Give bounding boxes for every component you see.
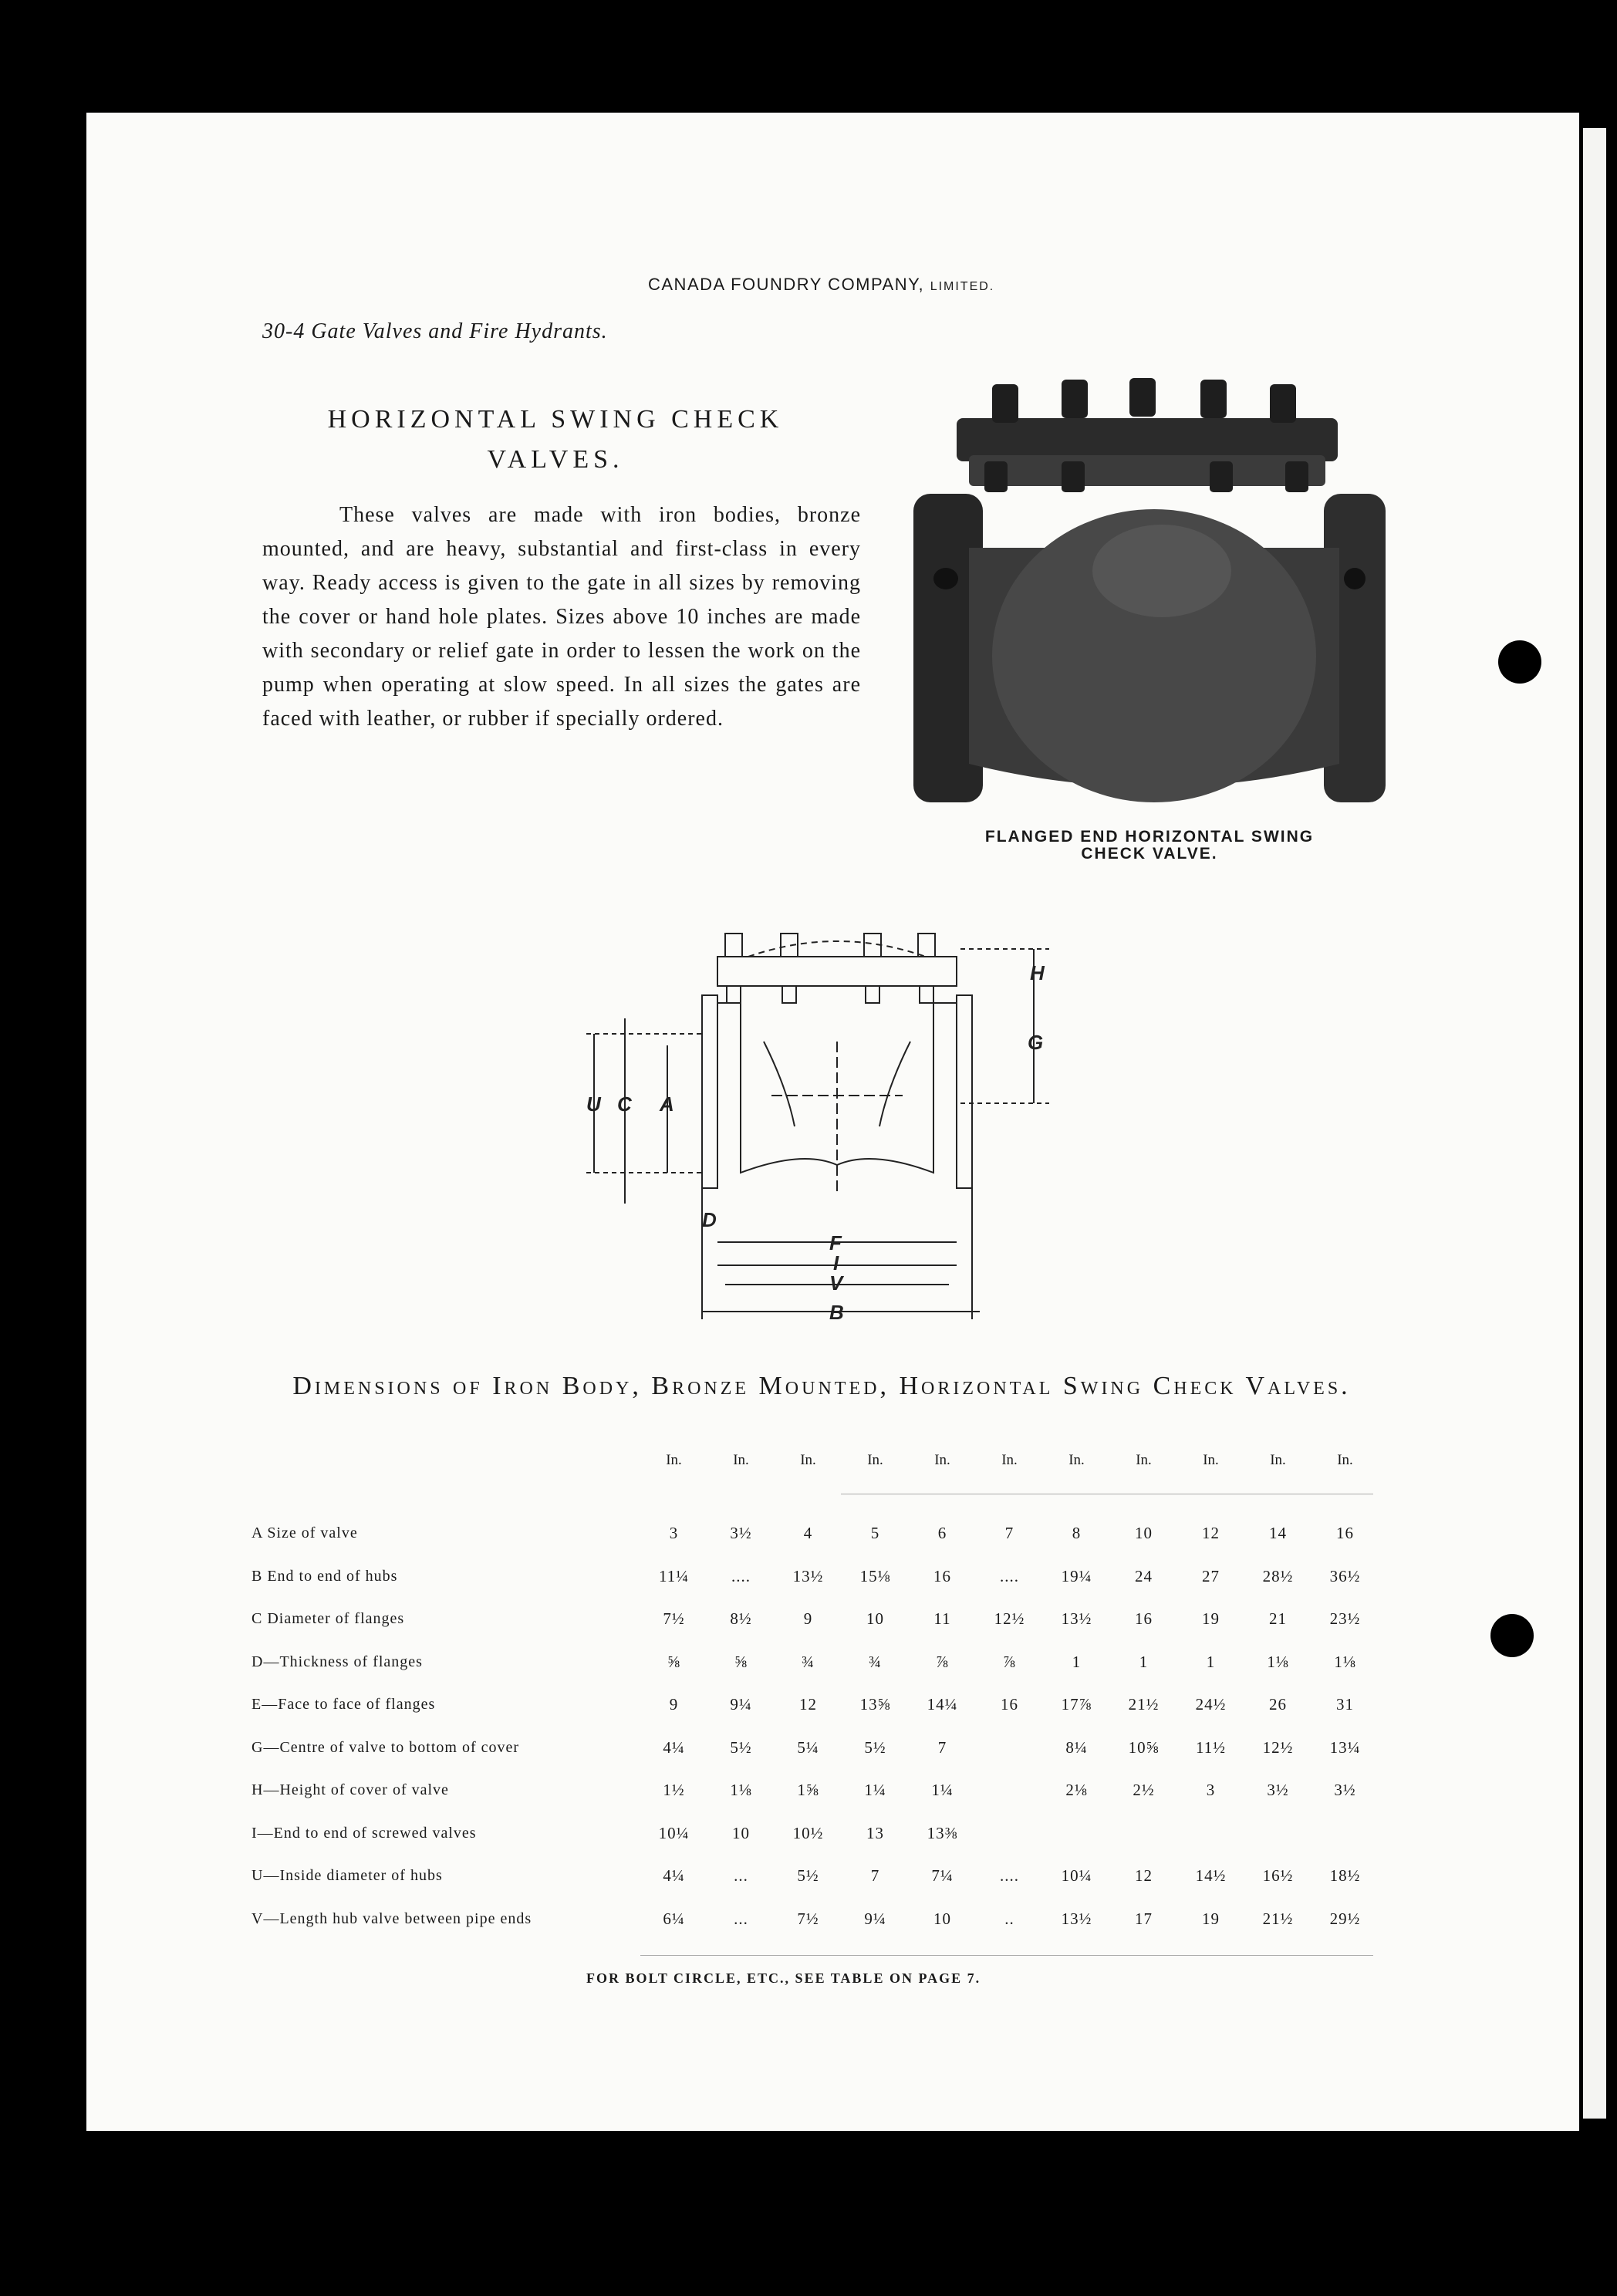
row-label: A Size of valve <box>251 1524 358 1542</box>
table-cell: 21½ <box>1128 1695 1160 1714</box>
table-row <box>251 1683 1379 1727</box>
table-cell: 24 <box>1135 1566 1153 1585</box>
dim-label-c: C <box>617 1092 632 1116</box>
table-cell: 3 <box>669 1524 679 1543</box>
title-line-2: VALVES. <box>487 445 624 474</box>
table-cell: 5½ <box>730 1737 752 1757</box>
row-label: B End to end of hubs <box>251 1567 398 1585</box>
table-cell: ⅞ <box>936 1652 949 1671</box>
table-cell: 7¼ <box>931 1866 954 1886</box>
table-row <box>251 1641 1379 1684</box>
dim-label-d: D <box>702 1208 717 1231</box>
table-cell: 5½ <box>864 1737 886 1757</box>
table-cell: 36½ <box>1329 1566 1361 1585</box>
adjacent-page-edge <box>1583 128 1606 2119</box>
table-cell: 13⅝ <box>859 1695 891 1714</box>
dim-label-a: A <box>660 1092 674 1116</box>
table-cell: 11½ <box>1196 1737 1226 1757</box>
table-cell: 5¼ <box>797 1737 819 1757</box>
table-cell: 29½ <box>1329 1909 1361 1928</box>
table-cell: 1 <box>1139 1652 1149 1671</box>
table-cell: 10 <box>933 1909 951 1928</box>
table-cell: 21½ <box>1262 1909 1294 1928</box>
table-row <box>251 1598 1379 1641</box>
table-cell: 16 <box>1336 1524 1354 1543</box>
unit-header: In. <box>1270 1452 1286 1468</box>
table-cell: ... <box>734 1866 748 1886</box>
table-cell: 3 <box>1206 1781 1216 1800</box>
valve-dimension-diagram <box>555 918 1080 1335</box>
table-cell: 9 <box>803 1609 813 1629</box>
table-cell: 14¼ <box>927 1695 958 1714</box>
section-title <box>293 400 818 480</box>
table-cell: 6¼ <box>663 1909 685 1928</box>
table-cell <box>1177 1812 1244 1855</box>
table-cell: 13⅜ <box>927 1823 958 1842</box>
table-cell: 27 <box>1202 1566 1220 1585</box>
table-cell <box>1043 1812 1110 1855</box>
table-row <box>251 1512 1379 1555</box>
table-cell: 13¼ <box>1329 1737 1361 1757</box>
table-cell: 16½ <box>1262 1866 1294 1886</box>
table-cell: 1¼ <box>864 1781 886 1800</box>
unit-header: In. <box>1203 1452 1219 1468</box>
table-cell: 1¼ <box>931 1781 954 1800</box>
table-cell: 1⅛ <box>1267 1652 1289 1671</box>
unit-header: In. <box>1001 1452 1018 1468</box>
table-cell: 4 <box>803 1524 813 1543</box>
table-cell: 11 <box>933 1609 951 1629</box>
unit-header: In. <box>1068 1452 1085 1468</box>
table-cell: ⅞ <box>1003 1652 1016 1671</box>
row-label: C Diameter of flanges <box>251 1610 405 1628</box>
unit-header-row <box>640 1452 1381 1469</box>
table-cell: ⅝ <box>667 1652 680 1671</box>
table-cell: 12 <box>1135 1866 1153 1886</box>
table-cell: 4¼ <box>663 1866 685 1886</box>
table-cell: .... <box>1000 1566 1019 1585</box>
table-cell: ... <box>734 1909 748 1928</box>
table-cell: 15⅛ <box>859 1566 891 1585</box>
table-cell: 21 <box>1269 1609 1287 1629</box>
table-cell: 14 <box>1269 1524 1287 1543</box>
table-cell <box>976 1727 1043 1770</box>
dim-label-f: F <box>829 1231 842 1254</box>
table-cell: 10¼ <box>658 1823 690 1842</box>
table-cell: 5½ <box>797 1866 819 1886</box>
table-cell: 1⅝ <box>797 1781 819 1800</box>
table-cell: 7 <box>1004 1524 1014 1543</box>
table-cell: 10 <box>732 1823 750 1842</box>
table-cell: 1⅛ <box>730 1781 752 1800</box>
table-cell: 12½ <box>994 1609 1025 1629</box>
unit-header: In. <box>1136 1452 1152 1468</box>
table-cell: 9 <box>669 1695 679 1714</box>
table-cell: 28½ <box>1262 1566 1294 1585</box>
table-cell: 12 <box>1202 1524 1220 1543</box>
table-cell: 10 <box>866 1609 884 1629</box>
unit-header: In. <box>934 1452 950 1468</box>
table-cell: 17 <box>1135 1909 1153 1928</box>
company-suffix: LIMITED. <box>930 280 995 293</box>
table-cell: 16 <box>933 1566 951 1585</box>
table-cell: 8½ <box>730 1609 752 1629</box>
table-cell: 1⅛ <box>1334 1652 1356 1671</box>
table-cell <box>1311 1812 1379 1855</box>
table-cell: 24½ <box>1195 1695 1227 1714</box>
valve-photo <box>907 378 1386 826</box>
table-cell: ¾ <box>869 1652 882 1671</box>
dim-label-b: B <box>829 1301 844 1324</box>
table-cell: 8¼ <box>1065 1737 1088 1757</box>
caption-line-2: CHECK VALVE. <box>1081 845 1218 863</box>
table-cell: 10⅝ <box>1128 1737 1160 1757</box>
table-cell: ¾ <box>802 1652 815 1671</box>
table-row <box>251 1855 1379 1898</box>
unit-header: In. <box>733 1452 749 1468</box>
dimensions-table <box>251 1512 1379 1940</box>
row-label: D—Thickness of flanges <box>251 1653 423 1670</box>
table-cell: 26 <box>1269 1695 1287 1714</box>
table-cell: 10 <box>1135 1524 1153 1543</box>
dim-label-h: H <box>1030 961 1045 984</box>
table-cell <box>1110 1812 1177 1855</box>
table-cell: 7½ <box>797 1909 819 1928</box>
table-cell: 14½ <box>1195 1866 1227 1886</box>
table-row <box>251 1727 1379 1770</box>
table-cell: 4¼ <box>663 1737 685 1757</box>
table-cell: 11¼ <box>659 1566 689 1585</box>
table-cell: 12 <box>799 1695 817 1714</box>
table-cell: 13½ <box>1061 1609 1092 1629</box>
table-cell: 23½ <box>1329 1609 1361 1629</box>
unit-header: In. <box>800 1452 816 1468</box>
table-cell: 6 <box>937 1524 947 1543</box>
row-label: G—Centre of valve to bottom of cover <box>251 1738 520 1756</box>
table-bottom-rule <box>640 1955 1373 1956</box>
table-cell: 7 <box>937 1737 947 1757</box>
binder-hole <box>1490 1614 1534 1657</box>
table-cell: ⅝ <box>734 1652 748 1671</box>
unit-header: In. <box>867 1452 883 1468</box>
row-label: H—Height of cover of valve <box>251 1781 449 1799</box>
table-cell: 16 <box>1135 1609 1153 1629</box>
row-label: V—Length hub valve between pipe ends <box>251 1909 532 1927</box>
table-row <box>251 1812 1379 1855</box>
table-cell: 7 <box>870 1866 880 1886</box>
table-cell: 12½ <box>1262 1737 1294 1757</box>
page-reference: 30-4 Gate Valves and Fire Hydrants. <box>262 319 608 343</box>
table-cell: 5 <box>870 1524 880 1543</box>
row-label: I—End to end of screwed valves <box>251 1824 477 1842</box>
table-cell: 10½ <box>792 1823 824 1842</box>
table-cell: 31 <box>1336 1695 1354 1714</box>
table-cell: .... <box>731 1566 751 1585</box>
table-row <box>251 1555 1379 1599</box>
dim-label-g: G <box>1028 1031 1044 1054</box>
table-cell <box>1244 1812 1311 1855</box>
table-cell: 3½ <box>1334 1781 1356 1800</box>
table-cell: .... <box>1000 1866 1019 1886</box>
table-cell: 1 <box>1072 1652 1082 1671</box>
caption-line-1: FLANGED END HORIZONTAL SWING <box>984 828 1315 846</box>
title-line-1: HORIZONTAL SWING CHECK <box>327 405 784 434</box>
table-cell: 13 <box>866 1823 884 1842</box>
table-cell: .. <box>1004 1909 1014 1928</box>
table-cell: 13½ <box>792 1566 824 1585</box>
table-cell: 9¼ <box>864 1909 886 1928</box>
table-cell: 9¼ <box>730 1695 752 1714</box>
unit-header: In. <box>1337 1452 1353 1468</box>
table-cell: 18½ <box>1329 1866 1361 1886</box>
table-cell: 10¼ <box>1061 1866 1092 1886</box>
table-cell: 3½ <box>1267 1781 1289 1800</box>
binder-hole <box>1498 640 1541 684</box>
table-cell: 3½ <box>730 1524 752 1543</box>
table-cell: 8 <box>1072 1524 1082 1543</box>
table-cell: 16 <box>1001 1695 1018 1714</box>
table-row <box>251 1898 1379 1941</box>
unit-header: In. <box>666 1452 682 1468</box>
table-cell: 1 <box>1206 1652 1216 1671</box>
dim-label-v: V <box>829 1271 843 1295</box>
table-cell: 2½ <box>1133 1781 1155 1800</box>
table-cell: 7½ <box>663 1609 685 1629</box>
intro-paragraph: These valves are made with iron bodies, bronze mounted, and are heavy, substantial and first-class in every way. Ready access is given to the gate in all sizes by removing the cover or hand hole plates. Sizes above 10 inches are made with secondary or relief gate in order to lessen the work on the pump when operating at slow speed. In all sizes the gates are faced with leather, or rubber if specially ordered. <box>262 503 861 731</box>
table-cell: 19 <box>1202 1609 1220 1629</box>
table-cell <box>976 1769 1043 1812</box>
table-footnote: FOR BOLT CIRCLE, ETC., SEE TABLE ON PAGE 7. <box>586 1970 981 1986</box>
table-cell: 19 <box>1202 1909 1220 1928</box>
row-label: U—Inside diameter of hubs <box>251 1867 443 1885</box>
table-cell <box>976 1812 1043 1855</box>
table-cell: 17⅞ <box>1061 1695 1092 1714</box>
table-cell: 2⅛ <box>1065 1781 1088 1800</box>
photo-caption <box>949 829 1350 863</box>
table-row <box>251 1769 1379 1812</box>
dim-label-i: I <box>833 1251 839 1275</box>
table-title: Dimensions of Iron Body, Bronze Mounted, Horizontal Swing Check Valves. <box>292 1372 1351 1400</box>
table-cell: 19¼ <box>1061 1566 1092 1585</box>
dim-label-u: U <box>586 1092 601 1116</box>
company-name: CANADA FOUNDRY COMPANY, <box>648 275 925 294</box>
company-header <box>648 275 994 295</box>
row-label: E—Face to face of flanges <box>251 1696 436 1714</box>
table-cell: 1½ <box>663 1781 685 1800</box>
table-cell: 13½ <box>1061 1909 1092 1928</box>
